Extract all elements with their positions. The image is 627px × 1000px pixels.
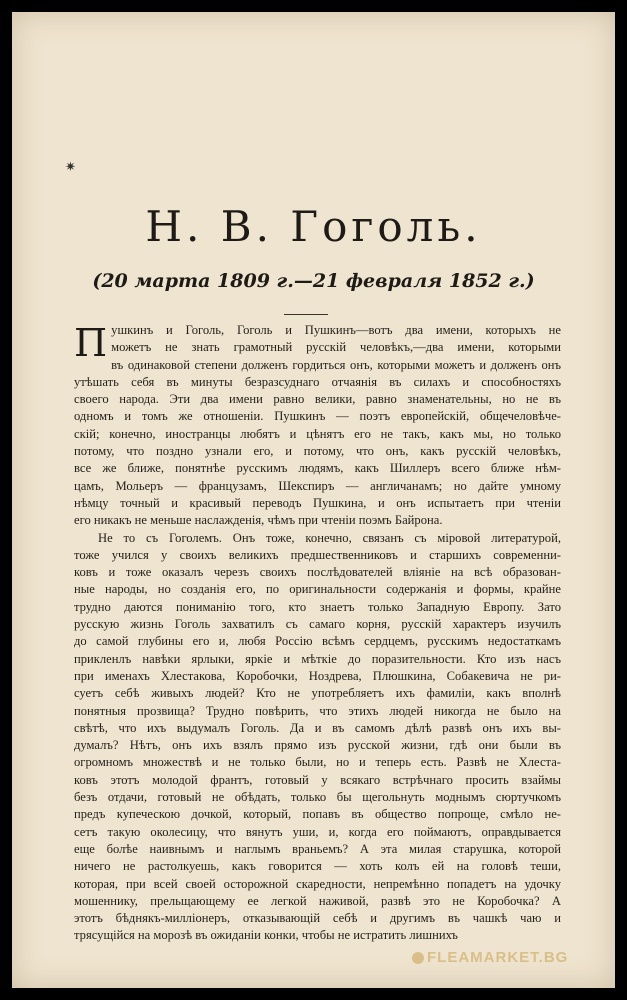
text-line: суетъ себѣ живыхъ людей? Кто не употребляетъ ихъ фамиліи, какъ вполнѣ xyxy=(74,686,561,701)
text-line: нѣмцу точный и красивый переводъ Пушкина, и онъ испытаетъ при чтеніи xyxy=(74,495,561,510)
text-line: ничего не растолкуешь, какъ говорится — хоть колъ ей на головѣ теши, xyxy=(74,859,561,874)
paragraph-1 xyxy=(74,322,561,530)
text-line: при именахъ Хлестакова, Коробочки, Ноздрева, Плюшкина, Собакевича не ри- xyxy=(74,668,561,683)
text-line: ные народы, но созданія его, по оригинальности содержанія и формы, крайне xyxy=(74,582,561,597)
text-line: думалъ? Нѣтъ, онъ ихъ взялъ прямо изъ русской жизни, гдѣ они были въ xyxy=(74,738,561,753)
title-divider xyxy=(284,314,328,315)
body-text xyxy=(74,322,561,945)
text-line: сетъ такую околесицу, что вянутъ уши, и, когда его поймаютъ, оправдывается xyxy=(74,824,561,839)
text-line: мошеннику, прельщающему ее легкой наживой, развѣ это не Коробочка? А xyxy=(74,893,561,908)
text-line: его никакъ не меньше наслажденія, чѣмъ при чтеніи поэмъ Байрона. xyxy=(74,513,443,528)
text-line: свѣтѣ, что ихъ выдумалъ Гоголь. Да и въ самомъ дѣлѣ развѣ онъ ихъ вы- xyxy=(74,720,561,735)
text-line: прикленлъ навѣки ярлыки, яркіе и мѣткіе до поразительности. Кто изъ насъ xyxy=(74,651,561,666)
text-line: русскую жизнь Гоголь захватилъ съ самаго корня, русскій характеръ изучилъ xyxy=(74,617,561,632)
watermark xyxy=(412,949,568,966)
text-line: все же ближе, понятнѣе русскимъ людямъ, какъ Шиллеръ всего ближе нѣм- xyxy=(74,461,561,476)
text-line: потому, что поздно узнали его, и потому, что онъ, какъ русскій человѣкъ, xyxy=(74,444,561,459)
text-line: цамъ, Мольеръ — французамъ, Шекспиръ — англичанамъ; но дайте умному xyxy=(74,478,561,493)
paragraph-2 xyxy=(74,530,561,945)
text-line: еще болѣе наивнымъ и наглымъ враньемъ? А эта милая старушка, которой xyxy=(74,841,561,856)
text-line: трясущійся на морозѣ въ ожиданіи конки, чтобы не истратить лишнихъ xyxy=(74,928,458,943)
page-mark: ✷ xyxy=(65,160,76,175)
drop-cap: П xyxy=(74,321,108,365)
text-line: которая, при всей своей осторожной скаредности, непремѣнно попадетъ на удочку xyxy=(74,876,561,891)
text-line: до самой глубины его и, любя Россію всѣмъ сердцемъ, русскимъ недостаткамъ xyxy=(74,634,561,649)
book-page xyxy=(12,12,615,988)
text-line: Не то съ Гоголемъ. Онъ тоже, конечно, связанъ съ міровой литературой, xyxy=(98,530,561,545)
text-line: трудно даются пониманію того, кто знаетъ только Западную Европу. Зато xyxy=(74,599,561,614)
text-line: тоже учился у своихъ великихъ предшественниковъ и старшихъ современни- xyxy=(74,547,561,562)
page-title: Н. В. Гоголь. xyxy=(145,202,482,251)
text-line: понятныя прозвища? Трудно повѣрить, что этихъ людей никогда не было на xyxy=(74,703,561,718)
text-line: этотъ бѣднякъ-милліонеръ, отказывающій себѣ и другимъ въ чашкѣ чаю и xyxy=(74,911,561,926)
text-line: ковъ этотъ молодой франтъ, готовый у всякаго встрѣчнаго просить взаймы xyxy=(74,772,561,787)
life-dates: (20 марта 1809 г.—21 февраля 1852 г.) xyxy=(92,270,535,292)
text-line: можетъ не знать грамотный русскій человѣкъ,—два имени, которыми xyxy=(111,340,561,355)
text-line: безъ отдачи, готовый не обѣдать, только бы щегольнуть моднымъ сюртучкомъ xyxy=(74,790,561,805)
text-line: ушкинъ и Гоголь, Гоголь и Пушкинъ—вотъ два имени, которыхъ не xyxy=(111,323,561,337)
text-line: ковъ и тоже оказалъ черезъ своихъ послѣдователей вліяніе на всѣ образован- xyxy=(74,565,561,580)
text-line: скій; конечно, иностранцы любятъ и цѣнятъ его не такъ, какъ мы, но только xyxy=(74,426,561,441)
text-line: въ одинаковой степени долженъ гордиться онъ, которыми можетъ и долженъ онъ xyxy=(111,357,561,372)
text-line: утѣшать себя въ минуты безразсуднаго отчаянія въ силахъ и способностяхъ xyxy=(74,374,561,389)
watermark-logo-icon xyxy=(412,952,424,964)
text-line: одномъ и томъ же отношеніи. Пушкинъ — поэтъ европейскій, общечеловѣче- xyxy=(74,409,561,424)
text-line: своего народа. Эти два имени равно велики, равно знаменательны, но не въ xyxy=(74,392,561,407)
text-line: огромномъ множествѣ и не только были, но и теперь есть. Развѣ не Хлеста- xyxy=(74,755,561,770)
watermark-text: FLEAMARKET.BG xyxy=(427,949,569,966)
text-line: предъ купеческою дочкой, который, попавъ въ общество попроще, смѣло не- xyxy=(74,807,561,822)
